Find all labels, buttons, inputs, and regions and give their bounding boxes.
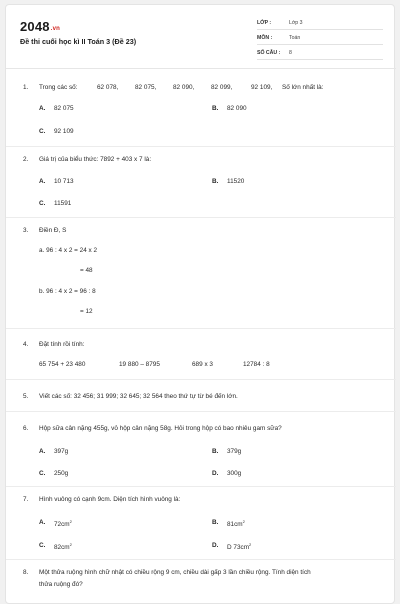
question-8-number: 8. <box>23 569 29 576</box>
meta-class-label: LỚP : <box>257 20 272 26</box>
question-6-option-a[interactable]: 397g <box>54 448 69 455</box>
question-4-expression: 19 880 – 8795 <box>119 361 160 368</box>
option-letter: C. <box>39 200 46 207</box>
option-letter: A. <box>39 519 46 526</box>
question-5-number: 5. <box>23 393 29 400</box>
option-letter: C. <box>39 470 46 477</box>
question-6-text: Hộp sữa cân nặng 455g, vỏ hộp cân nặng 58g. Hỏi trong hộp có bao nhiêu gam sữa? <box>39 425 282 432</box>
question-7-text: Hình vuông có cạnh 9cm. Diện tích hình vuông là: <box>39 496 181 503</box>
question-4-number: 4. <box>23 341 29 348</box>
question-1-option-c[interactable]: 92 109 <box>54 128 74 135</box>
question-divider <box>6 486 396 487</box>
question-3-number: 3. <box>23 227 29 234</box>
option-letter: C. <box>39 542 46 549</box>
question-6-number: 6. <box>23 425 29 432</box>
question-1-tail: Số lớn nhất là: <box>282 84 324 91</box>
question-3-part-b-result: = 12 <box>80 308 93 315</box>
question-7-option-c[interactable]: $82cm^2$ <box>54 542 72 552</box>
question-2-option-b[interactable]: 11520 <box>227 178 245 185</box>
question-divider <box>6 146 396 147</box>
question-divider <box>6 379 396 380</box>
question-4-expression: 689 x 3 <box>192 361 213 368</box>
question-7-option-a[interactable]: $72cm^2$ <box>54 519 72 529</box>
option-letter: D. <box>212 542 219 549</box>
site-logo[interactable]: 2048.vn <box>20 19 61 34</box>
question-2-text: Giá trị của biểu thức: 7892 + 403 x 7 là: <box>39 156 152 163</box>
question-divider <box>6 559 396 560</box>
question-2-option-a[interactable]: 10 713 <box>54 178 74 185</box>
question-divider <box>6 328 396 329</box>
question-2-option-c[interactable]: 11591 <box>54 200 72 207</box>
question-1-number-item: 82 099, <box>211 84 233 91</box>
question-1-number: 1. <box>23 84 29 91</box>
question-8-text-line2: thửa ruộng đó? <box>39 581 83 588</box>
question-1-text: Trong các số: <box>39 84 78 91</box>
meta-class-row <box>257 17 383 30</box>
question-1-number-item: 82 090, <box>173 84 195 91</box>
exam-title: Đề thi cuối học kì II Toán 3 (Đề 23) <box>20 37 137 46</box>
question-8-text-line1: Một thửa ruộng hình chữ nhật có chiều rộng 9 cm, chiều dài gấp 3 lần chiều rộng. Tính diện tích <box>39 569 311 576</box>
question-3-part-a-result: = 48 <box>80 267 93 274</box>
question-3-part-a: a. 96 : 4 x 2 = 24 x 2 <box>39 247 98 254</box>
question-1-number-item: 62 078, <box>97 84 119 91</box>
question-divider <box>6 411 396 412</box>
option-letter: A. <box>39 105 46 112</box>
question-6-option-c[interactable]: 250g <box>54 470 69 477</box>
option-letter: A. <box>39 178 46 185</box>
meta-subject-label: MÔN : <box>257 35 273 41</box>
option-letter: B. <box>212 105 219 112</box>
question-4-text: Đặt tính rồi tính: <box>39 341 85 348</box>
question-1-option-b[interactable]: 82 090 <box>227 105 247 112</box>
question-5-text: Viết các số: 32 456; 31 999; 32 645; 32 564 theo thứ tự từ bé đến lớn. <box>39 393 238 400</box>
question-3-part-b: b. 96 : 4 x 2 = 96 : 8 <box>39 288 96 295</box>
meta-count-row <box>257 47 383 60</box>
option-letter: C. <box>39 128 46 135</box>
option-letter: A. <box>39 448 46 455</box>
option-letter: B. <box>212 448 219 455</box>
question-4-expression: 12784 : 8 <box>243 361 270 368</box>
question-7-option-d[interactable]: D $73cm^2$ <box>227 542 252 552</box>
question-7-option-b[interactable]: $81cm^2$ <box>227 519 245 529</box>
exam-header <box>6 5 396 69</box>
question-6-option-b[interactable]: 379g <box>227 448 242 455</box>
question-3-text: Điền Đ, S <box>39 227 67 234</box>
question-1-option-a[interactable]: 82 075 <box>54 105 74 112</box>
header-divider <box>6 68 396 69</box>
question-6-option-d[interactable]: 300g <box>227 470 242 477</box>
meta-count-label: SỐ CÂU : <box>257 50 281 56</box>
meta-subject-value: Toán <box>289 35 301 41</box>
question-4-expression: 65 754 + 23 480 <box>39 361 86 368</box>
option-letter: B. <box>212 519 219 526</box>
question-2-number: 2. <box>23 156 29 163</box>
question-1-number-item: 82 075, <box>135 84 157 91</box>
exam-page <box>5 4 395 604</box>
meta-count-value: 8 <box>289 50 292 56</box>
question-1-number-item: 92 109, <box>251 84 273 91</box>
question-7-number: 7. <box>23 496 29 503</box>
meta-subject-row <box>257 32 383 45</box>
question-divider <box>6 217 396 218</box>
option-letter: B. <box>212 178 219 185</box>
option-letter: D. <box>212 470 219 477</box>
meta-class-value: Lớp 3 <box>289 20 303 26</box>
